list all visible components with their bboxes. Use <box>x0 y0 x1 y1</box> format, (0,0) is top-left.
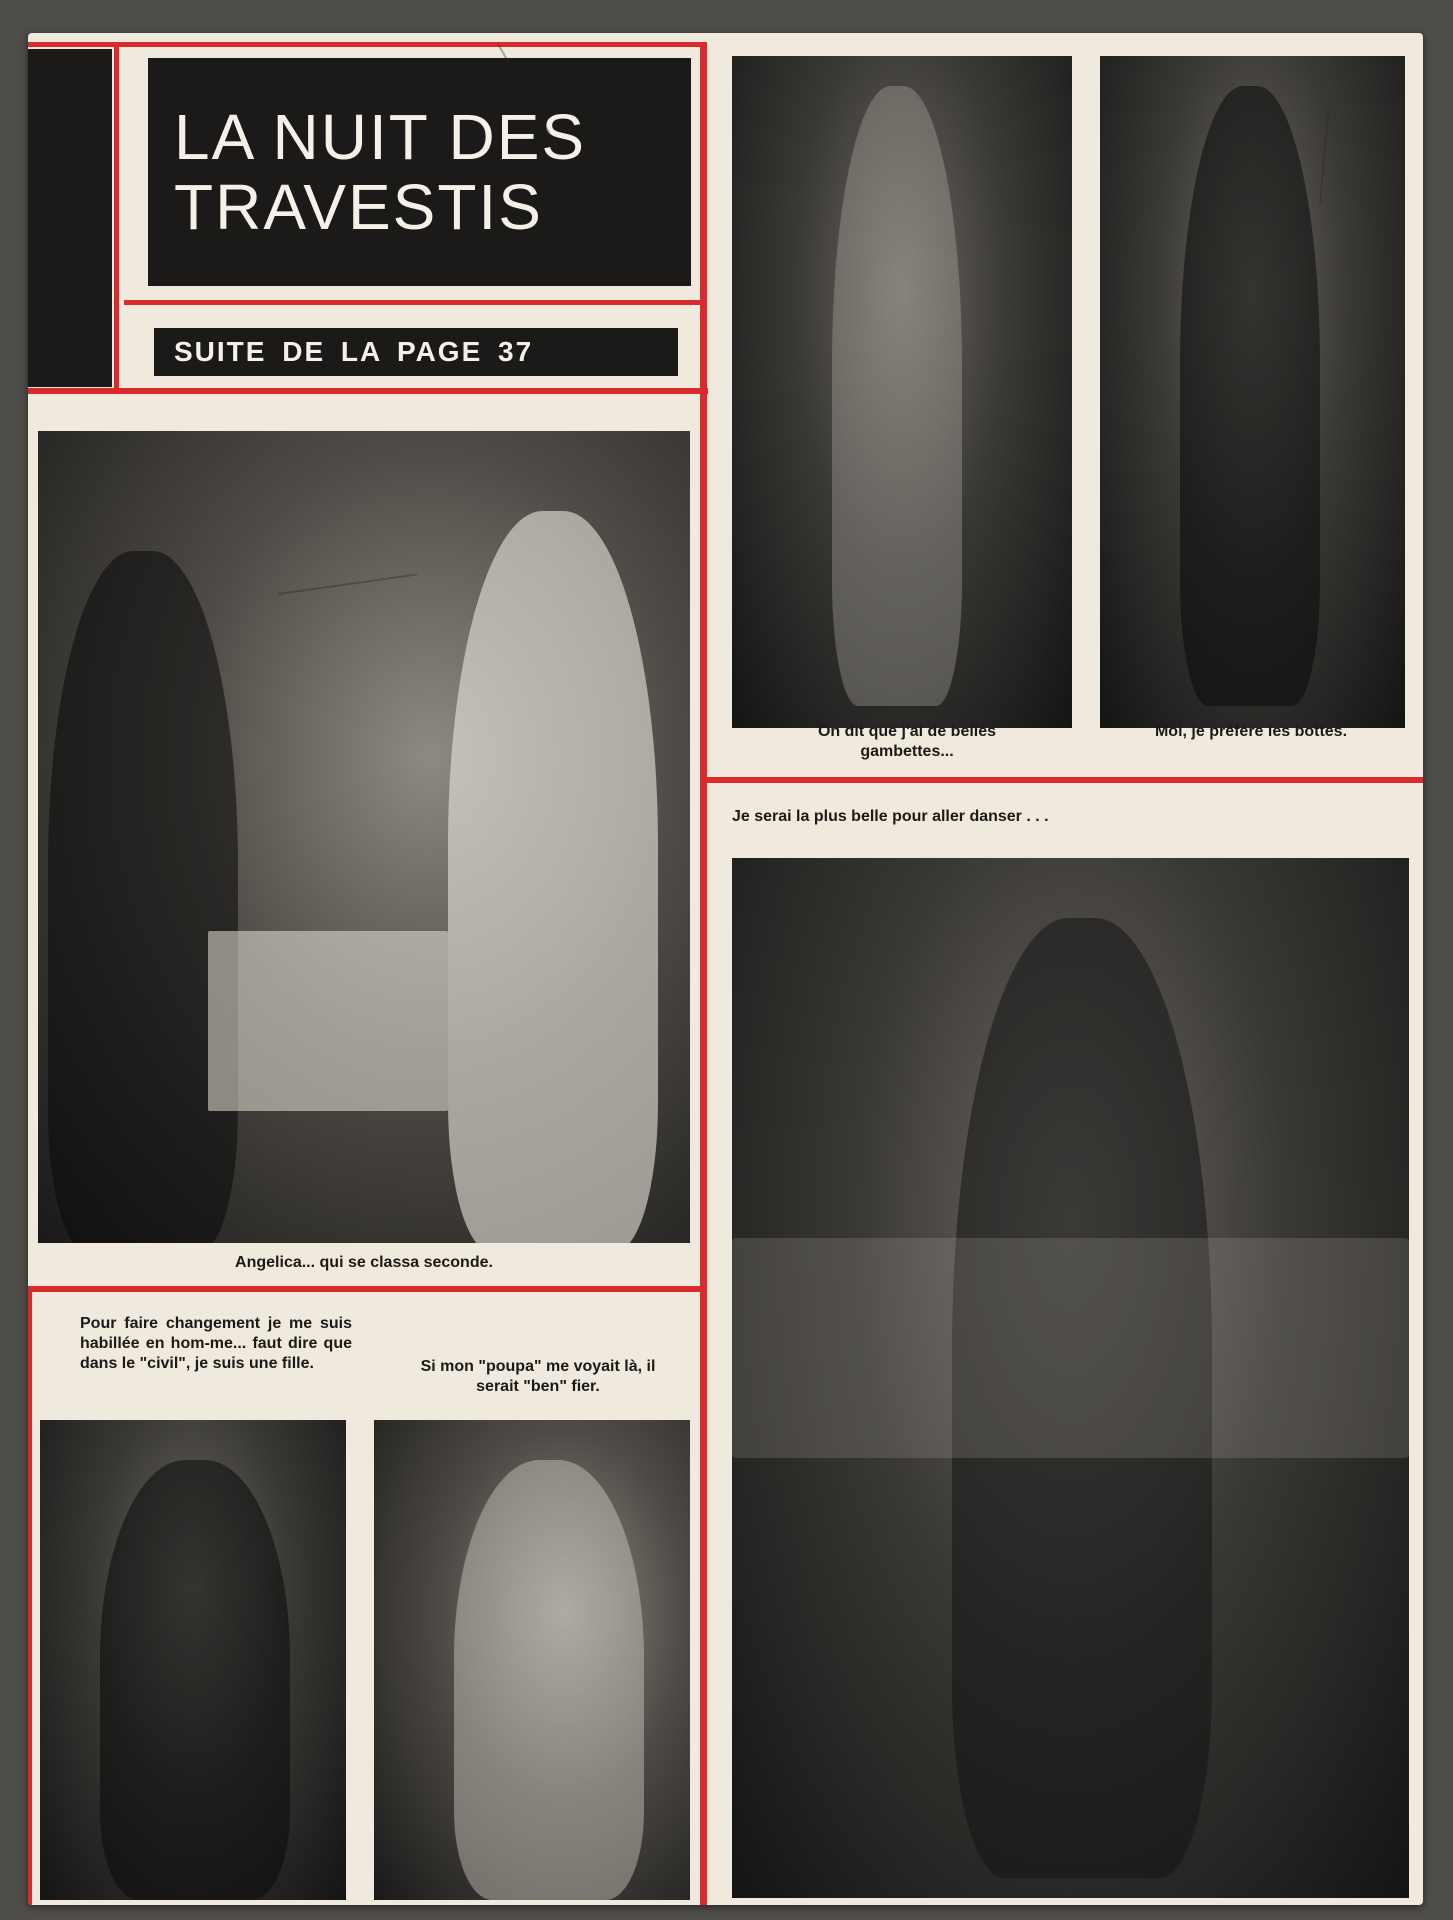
title-box <box>148 58 691 286</box>
left-black-strip <box>28 49 112 387</box>
photo-poupa <box>374 1420 690 1900</box>
article-title: LA NUIT DES TRAVESTIS <box>174 101 587 243</box>
red-rule-header-mid <box>124 300 704 305</box>
audience-figure <box>732 1238 1409 1458</box>
caption-homme: Pour faire changement je me suis habillée en hom-me... faut dire que dans le "civil", je suis une fille. <box>80 1315 352 1372</box>
red-rule-header-bottom <box>28 388 708 394</box>
photo-bottes <box>1100 56 1405 728</box>
magazine-page <box>28 33 1423 1905</box>
caption-bottes: Moi, je préfère les bottes. <box>1154 723 1348 740</box>
caption-poupa: Si mon "poupa" me voyait là, il serait "ben" fier. <box>420 1358 656 1395</box>
caption-gambettes: On dit que j'ai de belles gambettes... <box>817 723 997 760</box>
continued-box <box>154 328 678 376</box>
red-rule-left-vertical <box>114 42 119 392</box>
photo-gambettes <box>732 56 1072 728</box>
photo-homme <box>40 1420 346 1900</box>
table-cloth-figure <box>208 931 448 1111</box>
red-rule-left-lower <box>28 1286 700 1292</box>
photo-angelica <box>38 431 690 1243</box>
caption-angelica: Angelica... qui se classa seconde. <box>235 1254 493 1271</box>
photo-danser <box>732 858 1409 1898</box>
dancer-figure <box>832 86 962 706</box>
woman-in-tuxedo-figure <box>100 1460 290 1900</box>
smiling-woman-figure <box>454 1460 644 1900</box>
red-rule-top-left <box>28 42 706 47</box>
red-rule-right-mid <box>707 777 1423 783</box>
continued-label: SUITE DE LA PAGE 37 <box>174 336 534 367</box>
man-in-tuxedo-figure <box>48 551 238 1243</box>
red-rule-center-vertical <box>700 42 707 1905</box>
caption-danser: Je serai la plus belle pour aller danser . . . <box>732 808 1049 825</box>
woman-in-gown-figure <box>448 511 658 1243</box>
red-rule-left-edge <box>28 1292 32 1905</box>
booted-figure <box>1180 86 1320 706</box>
